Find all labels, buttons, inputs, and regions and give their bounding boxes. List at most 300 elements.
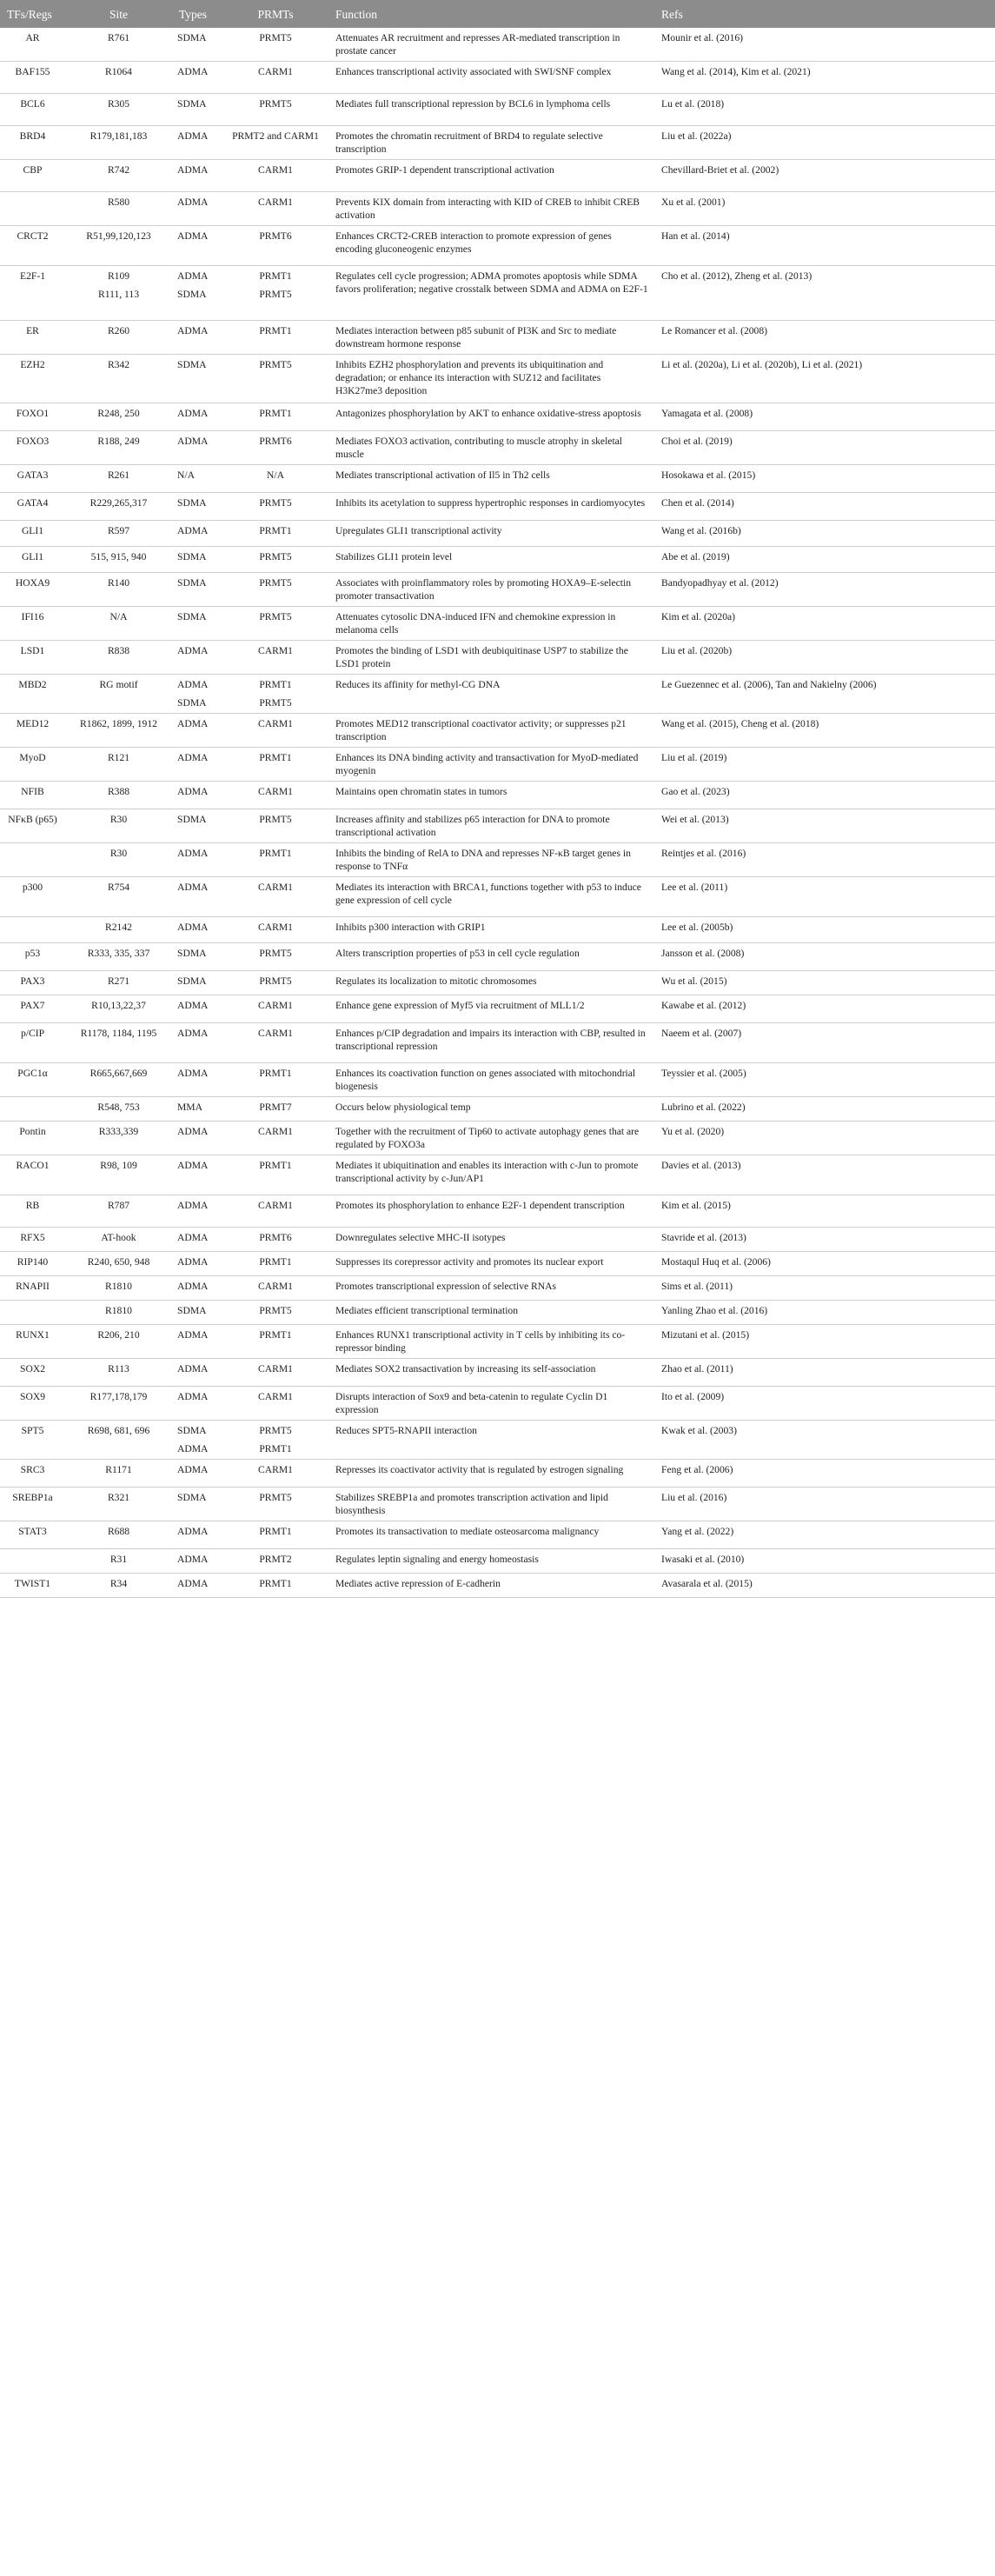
cell-site: R179,181,183 bbox=[65, 126, 172, 160]
cell-prmt: PRMT1 bbox=[222, 843, 328, 877]
cell-site: R333,339 bbox=[65, 1122, 172, 1155]
cell-type: SDMA bbox=[172, 573, 222, 607]
cell-tf: MED12 bbox=[0, 714, 65, 748]
cell-fn: Enhances transcriptional activity associated with SWI/SNF complex bbox=[328, 62, 654, 94]
header-tfs: TFs/Regs bbox=[0, 0, 65, 28]
cell-type: ADMA bbox=[172, 226, 222, 266]
cell-ref: Wang et al. (2015), Cheng et al. (2018) bbox=[654, 714, 995, 748]
cell-type: ADMA bbox=[172, 160, 222, 192]
cell-site: R121 bbox=[65, 748, 172, 782]
table-row bbox=[0, 1549, 995, 1574]
cell-site: AT-hook bbox=[65, 1228, 172, 1252]
cell-site: R388 bbox=[65, 782, 172, 809]
table-row bbox=[0, 641, 995, 675]
cell-tf: RNAPII bbox=[0, 1276, 65, 1301]
table-row bbox=[0, 192, 995, 226]
cell-ref: Lubrino et al. (2022) bbox=[654, 1097, 995, 1122]
cell-ref: Feng et al. (2006) bbox=[654, 1460, 995, 1488]
cell-type: ADMA bbox=[172, 1387, 222, 1421]
cell-type: ADMA bbox=[172, 1276, 222, 1301]
cell-site: R665,667,669 bbox=[65, 1063, 172, 1097]
cell-prmt: CARM1 bbox=[222, 1359, 328, 1387]
table-row bbox=[0, 355, 995, 403]
table-row bbox=[0, 1155, 995, 1195]
cell-tf: MyoD bbox=[0, 748, 65, 782]
cell-fn: Promotes transcriptional expression of selective RNAs bbox=[328, 1276, 654, 1301]
cell-prmt: CARM1 bbox=[222, 782, 328, 809]
cell-fn: Occurs below physiological temp bbox=[328, 1097, 654, 1122]
table-row bbox=[0, 1301, 995, 1325]
cell-extra-line: PRMT1 bbox=[259, 1443, 292, 1454]
cell-fn: Mediates transcriptional activation of Il5 in Th2 cells bbox=[328, 465, 654, 493]
cell-type: ADMA bbox=[172, 995, 222, 1023]
cell-ref: Liu et al. (2016) bbox=[654, 1488, 995, 1521]
cell-ref: Reintjes et al. (2016) bbox=[654, 843, 995, 877]
cell-prmt: PRMT5 PRMT1 bbox=[222, 1421, 328, 1460]
cell-type: ADMA bbox=[172, 641, 222, 675]
cell-tf: SOX2 bbox=[0, 1359, 65, 1387]
cell-tf: NFκB (p65) bbox=[0, 809, 65, 843]
cell-prmt: PRMT5 bbox=[222, 94, 328, 126]
cell-ref: Gao et al. (2023) bbox=[654, 782, 995, 809]
cell-tf: SREBP1a bbox=[0, 1488, 65, 1521]
cell-fn: Regulates its localization to mitotic chromosomes bbox=[328, 971, 654, 995]
cell-site: R754 bbox=[65, 877, 172, 917]
cell-ref: Le Guezennec et al. (2006), Tan and Nakielny (2006) bbox=[654, 675, 995, 714]
cell-site: R10,13,22,37 bbox=[65, 995, 172, 1023]
cell-fn: Upregulates GLI1 transcriptional activity bbox=[328, 521, 654, 547]
cell-ref: Yu et al. (2020) bbox=[654, 1122, 995, 1155]
table-row bbox=[0, 943, 995, 971]
cell-tf: RUNX1 bbox=[0, 1325, 65, 1359]
header-prmts: PRMTs bbox=[222, 0, 328, 28]
cell-tf: RFX5 bbox=[0, 1228, 65, 1252]
cell-fn: Inhibits the binding of RelA to DNA and represses NF-κB target genes in response to TNFα bbox=[328, 843, 654, 877]
cell-site: R51,99,120,123 bbox=[65, 226, 172, 266]
cell-fn: Enhances p/CIP degradation and impairs its interaction with CBP, resulted in transcriptional repression bbox=[328, 1023, 654, 1063]
cell-ref: Yanling Zhao et al. (2016) bbox=[654, 1301, 995, 1325]
cell-fn: Attenuates AR recruitment and represses AR-mediated transcription in prostate cancer bbox=[328, 28, 654, 62]
cell-prmt: PRMT1 bbox=[222, 1521, 328, 1549]
cell-type: ADMA bbox=[172, 917, 222, 943]
cell-site: R240, 650, 948 bbox=[65, 1252, 172, 1276]
cell-fn: Stabilizes SREBP1a and promotes transcription activation and lipid biosynthesis bbox=[328, 1488, 654, 1521]
cell-prmt: PRMT6 bbox=[222, 431, 328, 465]
cell-type: ADMA bbox=[172, 714, 222, 748]
cell-ref: Jansson et al. (2008) bbox=[654, 943, 995, 971]
cell-ref: Lee et al. (2005b) bbox=[654, 917, 995, 943]
cell-fn: Mediates it ubiquitination and enables its interaction with c-Jun to promote transcriptional activity by c-Jun/AP1 bbox=[328, 1155, 654, 1195]
cell-site: R305 bbox=[65, 94, 172, 126]
cell-tf: E2F-1 bbox=[0, 266, 65, 321]
cell-type: ADMA bbox=[172, 1228, 222, 1252]
cell-type: ADMA bbox=[172, 782, 222, 809]
cell-fn: Prevents KIX domain from interacting with KID of CREB to inhibit CREB activation bbox=[328, 192, 654, 226]
header-row bbox=[0, 0, 995, 28]
cell-type: ADMA bbox=[172, 431, 222, 465]
table-row bbox=[0, 1359, 995, 1387]
cell-prmt: CARM1 bbox=[222, 1276, 328, 1301]
cell-ref: Chevillard-Briet et al. (2002) bbox=[654, 160, 995, 192]
cell-ref: Wei et al. (2013) bbox=[654, 809, 995, 843]
cell-tf: GLI1 bbox=[0, 547, 65, 573]
cell-ref: Lu et al. (2018) bbox=[654, 94, 995, 126]
cell-site: RG motif bbox=[65, 675, 172, 714]
cell-site: R580 bbox=[65, 192, 172, 226]
cell-prmt: PRMT1 bbox=[222, 321, 328, 355]
table-row bbox=[0, 1488, 995, 1521]
cell-ref: Naeem et al. (2007) bbox=[654, 1023, 995, 1063]
cell-tf: STAT3 bbox=[0, 1521, 65, 1549]
cell-site: R188, 249 bbox=[65, 431, 172, 465]
cell-prmt: PRMT1 bbox=[222, 1252, 328, 1276]
cell-ref: Yamagata et al. (2008) bbox=[654, 403, 995, 431]
cell-site: R206, 210 bbox=[65, 1325, 172, 1359]
cell-tf: GATA3 bbox=[0, 465, 65, 493]
cell-type: ADMA bbox=[172, 1023, 222, 1063]
cell-site: R1064 bbox=[65, 62, 172, 94]
cell-prmt: PRMT5 bbox=[222, 28, 328, 62]
cell-type: ADMA bbox=[172, 1359, 222, 1387]
cell-tf bbox=[0, 1549, 65, 1574]
cell-ref: Liu et al. (2019) bbox=[654, 748, 995, 782]
cell-type: SDMA bbox=[172, 94, 222, 126]
cell-fn: Downregulates selective MHC-II isotypes bbox=[328, 1228, 654, 1252]
cell-fn: Antagonizes phosphorylation by AKT to enhance oxidative-stress apoptosis bbox=[328, 403, 654, 431]
cell-tf: SPT5 bbox=[0, 1421, 65, 1460]
cell-type: ADMA bbox=[172, 843, 222, 877]
cell-prmt: CARM1 bbox=[222, 1387, 328, 1421]
cell-ref: Abe et al. (2019) bbox=[654, 547, 995, 573]
cell-tf bbox=[0, 1097, 65, 1122]
cell-type: SDMA bbox=[172, 28, 222, 62]
cell-tf: p300 bbox=[0, 877, 65, 917]
table-row bbox=[0, 160, 995, 192]
cell-prmt: PRMT2 bbox=[222, 1549, 328, 1574]
table-row bbox=[0, 1460, 995, 1488]
cell-tf: GATA4 bbox=[0, 493, 65, 521]
cell-prmt: PRMT5 bbox=[222, 971, 328, 995]
cell-fn: Inhibits EZH2 phosphorylation and prevents its ubiquitination and degradation; or enhance its interaction with SUZ12 and facilitates H3K27me3 deposition bbox=[328, 355, 654, 403]
cell-ref: Sims et al. (2011) bbox=[654, 1276, 995, 1301]
cell-ref: Kim et al. (2015) bbox=[654, 1195, 995, 1228]
cell-site: R271 bbox=[65, 971, 172, 995]
table-row bbox=[0, 28, 995, 62]
cell-prmt: CARM1 bbox=[222, 192, 328, 226]
cell-tf: FOXO3 bbox=[0, 431, 65, 465]
header-site: Site bbox=[65, 0, 172, 28]
cell-site: R838 bbox=[65, 641, 172, 675]
cell-fn: Mediates efficient transcriptional termination bbox=[328, 1301, 654, 1325]
cell-fn: Suppresses its corepressor activity and promotes its nuclear export bbox=[328, 1252, 654, 1276]
cell-fn: Maintains open chromatin states in tumors bbox=[328, 782, 654, 809]
cell-type: SDMA ADMA bbox=[172, 1421, 222, 1460]
cell-type: ADMA bbox=[172, 1155, 222, 1195]
cell-ref: Teyssier et al. (2005) bbox=[654, 1063, 995, 1097]
cell-type: ADMA bbox=[172, 877, 222, 917]
cell-prmt: PRMT1 bbox=[222, 1155, 328, 1195]
table-row bbox=[0, 1122, 995, 1155]
cell-type: ADMA bbox=[172, 521, 222, 547]
cell-tf: p53 bbox=[0, 943, 65, 971]
cell-ref: Le Romancer et al. (2008) bbox=[654, 321, 995, 355]
cell-type: SDMA bbox=[172, 943, 222, 971]
cell-ref: Ito et al. (2009) bbox=[654, 1387, 995, 1421]
table-row bbox=[0, 126, 995, 160]
cell-fn: Mediates FOXO3 activation, contributing to muscle atrophy in skeletal muscle bbox=[328, 431, 654, 465]
cell-site: R761 bbox=[65, 28, 172, 62]
cell-prmt: PRMT5 bbox=[222, 943, 328, 971]
cell-tf bbox=[0, 843, 65, 877]
cell-type: ADMA bbox=[172, 748, 222, 782]
cell-prmt: CARM1 bbox=[222, 1023, 328, 1063]
cell-ref: Lee et al. (2011) bbox=[654, 877, 995, 917]
cell-site: R30 bbox=[65, 809, 172, 843]
table-row bbox=[0, 431, 995, 465]
cell-type: ADMA bbox=[172, 403, 222, 431]
table-row bbox=[0, 1063, 995, 1097]
cell-fn: Mediates full transcriptional repression by BCL6 in lymphoma cells bbox=[328, 94, 654, 126]
cell-site: R321 bbox=[65, 1488, 172, 1521]
cell-fn: Reduces its affinity for methyl-CG DNA bbox=[328, 675, 654, 714]
cell-prmt: CARM1 bbox=[222, 1122, 328, 1155]
header-types: Types bbox=[172, 0, 222, 28]
cell-ref: Han et al. (2014) bbox=[654, 226, 995, 266]
cell-type: ADMA bbox=[172, 321, 222, 355]
cell-site: R1810 bbox=[65, 1301, 172, 1325]
cell-extra-line: PRMT5 bbox=[259, 289, 292, 300]
table-row bbox=[0, 573, 995, 607]
cell-tf bbox=[0, 917, 65, 943]
cell-site: R177,178,179 bbox=[65, 1387, 172, 1421]
cell-prmt: CARM1 bbox=[222, 641, 328, 675]
table-row bbox=[0, 607, 995, 641]
cell-fn: Promotes MED12 transcriptional coactivator activity; or suppresses p21 transcription bbox=[328, 714, 654, 748]
cell-site: R109 R111, 113 bbox=[65, 266, 172, 321]
cell-tf: RACO1 bbox=[0, 1155, 65, 1195]
cell-type: SDMA bbox=[172, 493, 222, 521]
cell-fn: Promotes GRIP-1 dependent transcriptional activation bbox=[328, 160, 654, 192]
cell-fn: Mediates active repression of E-cadherin bbox=[328, 1574, 654, 1598]
table-row bbox=[0, 62, 995, 94]
cell-prmt: CARM1 bbox=[222, 995, 328, 1023]
cell-type: ADMA bbox=[172, 1521, 222, 1549]
cell-site: R1810 bbox=[65, 1276, 172, 1301]
cell-ref: Chen et al. (2014) bbox=[654, 493, 995, 521]
cell-prmt: PRMT5 bbox=[222, 493, 328, 521]
table-row bbox=[0, 1276, 995, 1301]
cell-tf: p/CIP bbox=[0, 1023, 65, 1063]
cell-ref: Kim et al. (2020a) bbox=[654, 607, 995, 641]
cell-prmt: PRMT6 bbox=[222, 226, 328, 266]
cell-type: ADMA bbox=[172, 1252, 222, 1276]
cell-fn: Mediates interaction between p85 subunit of PI3K and Src to mediate downstream hormone response bbox=[328, 321, 654, 355]
cell-site: R1171 bbox=[65, 1460, 172, 1488]
cell-type: ADMA bbox=[172, 126, 222, 160]
cell-site: R229,265,317 bbox=[65, 493, 172, 521]
cell-tf: BCL6 bbox=[0, 94, 65, 126]
cell-prmt: PRMT2 and CARM1 bbox=[222, 126, 328, 160]
table-row bbox=[0, 971, 995, 995]
cell-ref: Mounir et al. (2016) bbox=[654, 28, 995, 62]
cell-site: R113 bbox=[65, 1359, 172, 1387]
cell-type: ADMA bbox=[172, 1460, 222, 1488]
cell-ref: Li et al. (2020a), Li et al. (2020b), Li et al. (2021) bbox=[654, 355, 995, 403]
cell-prmt: PRMT6 bbox=[222, 1228, 328, 1252]
table-row bbox=[0, 675, 995, 714]
cell-type: ADMA bbox=[172, 62, 222, 94]
cell-prmt: PRMT5 bbox=[222, 1301, 328, 1325]
cell-ref: Mostaqul Huq et al. (2006) bbox=[654, 1252, 995, 1276]
cell-ref: Stavride et al. (2013) bbox=[654, 1228, 995, 1252]
cell-prmt: CARM1 bbox=[222, 1460, 328, 1488]
cell-ref: Wu et al. (2015) bbox=[654, 971, 995, 995]
cell-ref: Kwak et al. (2003) bbox=[654, 1421, 995, 1460]
cell-ref: Choi et al. (2019) bbox=[654, 431, 995, 465]
cell-extra-line: R111, 113 bbox=[97, 289, 140, 300]
cell-type: SDMA bbox=[172, 547, 222, 573]
table-row bbox=[0, 266, 995, 321]
cell-type: ADMA bbox=[172, 1122, 222, 1155]
cell-tf: GLI1 bbox=[0, 521, 65, 547]
cell-tf: BAF155 bbox=[0, 62, 65, 94]
cell-fn: Regulates leptin signaling and energy homeostasis bbox=[328, 1549, 654, 1574]
cell-type: ADMA bbox=[172, 1195, 222, 1228]
cell-type: SDMA bbox=[172, 1301, 222, 1325]
cell-extra-line: SDMA bbox=[177, 697, 207, 709]
cell-fn: Stabilizes GLI1 protein level bbox=[328, 547, 654, 573]
cell-fn: Regulates cell cycle progression; ADMA promotes apoptosis while SDMA favors proliferation; negative crosstalk between SDMA and ADMA on E2F-1 bbox=[328, 266, 654, 321]
cell-prmt: PRMT1 PRMT5 bbox=[222, 675, 328, 714]
cell-tf: HOXA9 bbox=[0, 573, 65, 607]
cell-prmt: PRMT1 bbox=[222, 748, 328, 782]
table-row bbox=[0, 995, 995, 1023]
cell-type: SDMA bbox=[172, 355, 222, 403]
cell-type: ADMA bbox=[172, 1325, 222, 1359]
cell-prmt: CARM1 bbox=[222, 714, 328, 748]
cell-fn: Enhances CRCT2-CREB interaction to promote expression of genes encoding gluconeogenic enzymes bbox=[328, 226, 654, 266]
table-row bbox=[0, 226, 995, 266]
cell-site: R260 bbox=[65, 321, 172, 355]
cell-fn: Enhances its DNA binding activity and transactivation for MyoD-mediated myogenin bbox=[328, 748, 654, 782]
cell-fn: Represses its coactivator activity that is regulated by estrogen signaling bbox=[328, 1460, 654, 1488]
table-row bbox=[0, 809, 995, 843]
cell-site: R261 bbox=[65, 465, 172, 493]
cell-site: R140 bbox=[65, 573, 172, 607]
cell-tf: PGC1α bbox=[0, 1063, 65, 1097]
cell-tf bbox=[0, 1301, 65, 1325]
cell-site: R248, 250 bbox=[65, 403, 172, 431]
cell-ref: Cho et al. (2012), Zheng et al. (2013) bbox=[654, 266, 995, 321]
table-row bbox=[0, 782, 995, 809]
cell-tf: RIP140 bbox=[0, 1252, 65, 1276]
cell-ref: Yang et al. (2022) bbox=[654, 1521, 995, 1549]
table-row bbox=[0, 1228, 995, 1252]
cell-fn: Promotes the binding of LSD1 with deubiquitinase USP7 to stabilize the LSD1 protein bbox=[328, 641, 654, 675]
table-row bbox=[0, 748, 995, 782]
table-row bbox=[0, 1195, 995, 1228]
cell-tf: CRCT2 bbox=[0, 226, 65, 266]
cell-ref: Mizutani et al. (2015) bbox=[654, 1325, 995, 1359]
cell-prmt: PRMT5 bbox=[222, 1488, 328, 1521]
cell-site: N/A bbox=[65, 607, 172, 641]
cell-type: ADMA SDMA bbox=[172, 266, 222, 321]
cell-site: R2142 bbox=[65, 917, 172, 943]
table-row bbox=[0, 403, 995, 431]
cell-tf: BRD4 bbox=[0, 126, 65, 160]
cell-tf: SOX9 bbox=[0, 1387, 65, 1421]
cell-type: SDMA bbox=[172, 1488, 222, 1521]
cell-tf bbox=[0, 192, 65, 226]
cell-prmt: PRMT7 bbox=[222, 1097, 328, 1122]
cell-extra-line: ADMA bbox=[177, 1443, 209, 1454]
cell-site: R31 bbox=[65, 1549, 172, 1574]
cell-fn: Inhibits p300 interaction with GRIP1 bbox=[328, 917, 654, 943]
cell-type: ADMA bbox=[172, 1549, 222, 1574]
cell-site: R787 bbox=[65, 1195, 172, 1228]
table-row bbox=[0, 94, 995, 126]
table-row bbox=[0, 321, 995, 355]
cell-tf: PAX3 bbox=[0, 971, 65, 995]
cell-type: N/A bbox=[172, 465, 222, 493]
cell-tf: FOXO1 bbox=[0, 403, 65, 431]
cell-prmt: CARM1 bbox=[222, 160, 328, 192]
table-row bbox=[0, 1574, 995, 1598]
cell-site: R1178, 1184, 1195 bbox=[65, 1023, 172, 1063]
cell-ref: Wang et al. (2016b) bbox=[654, 521, 995, 547]
table-row bbox=[0, 1325, 995, 1359]
cell-ref: Iwasaki et al. (2010) bbox=[654, 1549, 995, 1574]
cell-prmt: PRMT5 bbox=[222, 355, 328, 403]
cell-ref: Kawabe et al. (2012) bbox=[654, 995, 995, 1023]
cell-fn: Reduces SPT5-RNAPII interaction bbox=[328, 1421, 654, 1460]
cell-prmt: PRMT1 bbox=[222, 1325, 328, 1359]
table-row bbox=[0, 1252, 995, 1276]
cell-prmt: PRMT1 bbox=[222, 1063, 328, 1097]
cell-fn: Promotes its transactivation to mediate osteosarcoma malignancy bbox=[328, 1521, 654, 1549]
table-row bbox=[0, 1521, 995, 1549]
cell-ref: Avasarala et al. (2015) bbox=[654, 1574, 995, 1598]
cell-ref: Liu et al. (2022a) bbox=[654, 126, 995, 160]
cell-site: R742 bbox=[65, 160, 172, 192]
cell-fn: Enhance gene expression of Myf5 via recruitment of MLL1/2 bbox=[328, 995, 654, 1023]
cell-type: SDMA bbox=[172, 607, 222, 641]
table-row bbox=[0, 1023, 995, 1063]
cell-site: R98, 109 bbox=[65, 1155, 172, 1195]
table-row bbox=[0, 1387, 995, 1421]
cell-fn: Alters transcription properties of p53 in cell cycle regulation bbox=[328, 943, 654, 971]
cell-type: ADMA SDMA bbox=[172, 675, 222, 714]
cell-site: R1862, 1899, 1912 bbox=[65, 714, 172, 748]
cell-prmt: PRMT5 bbox=[222, 809, 328, 843]
cell-fn: Disrupts interaction of Sox9 and beta-catenin to regulate Cyclin D1 expression bbox=[328, 1387, 654, 1421]
cell-prmt: PRMT1 bbox=[222, 1574, 328, 1598]
cell-prmt: CARM1 bbox=[222, 1195, 328, 1228]
cell-ref: Bandyopadhyay et al. (2012) bbox=[654, 573, 995, 607]
cell-prmt: PRMT5 bbox=[222, 547, 328, 573]
cell-ref: Xu et al. (2001) bbox=[654, 192, 995, 226]
cell-tf: IFI16 bbox=[0, 607, 65, 641]
cell-site: R34 bbox=[65, 1574, 172, 1598]
table-row bbox=[0, 877, 995, 917]
cell-site: R548, 753 bbox=[65, 1097, 172, 1122]
cell-fn: Enhances its coactivation function on genes associated with mitochondrial biogenesis bbox=[328, 1063, 654, 1097]
cell-ref: Davies et al. (2013) bbox=[654, 1155, 995, 1195]
cell-prmt: PRMT1 bbox=[222, 521, 328, 547]
cell-fn: Promotes its phosphorylation to enhance E2F-1 dependent transcription bbox=[328, 1195, 654, 1228]
cell-site: R597 bbox=[65, 521, 172, 547]
cell-ref: Hosokawa et al. (2015) bbox=[654, 465, 995, 493]
